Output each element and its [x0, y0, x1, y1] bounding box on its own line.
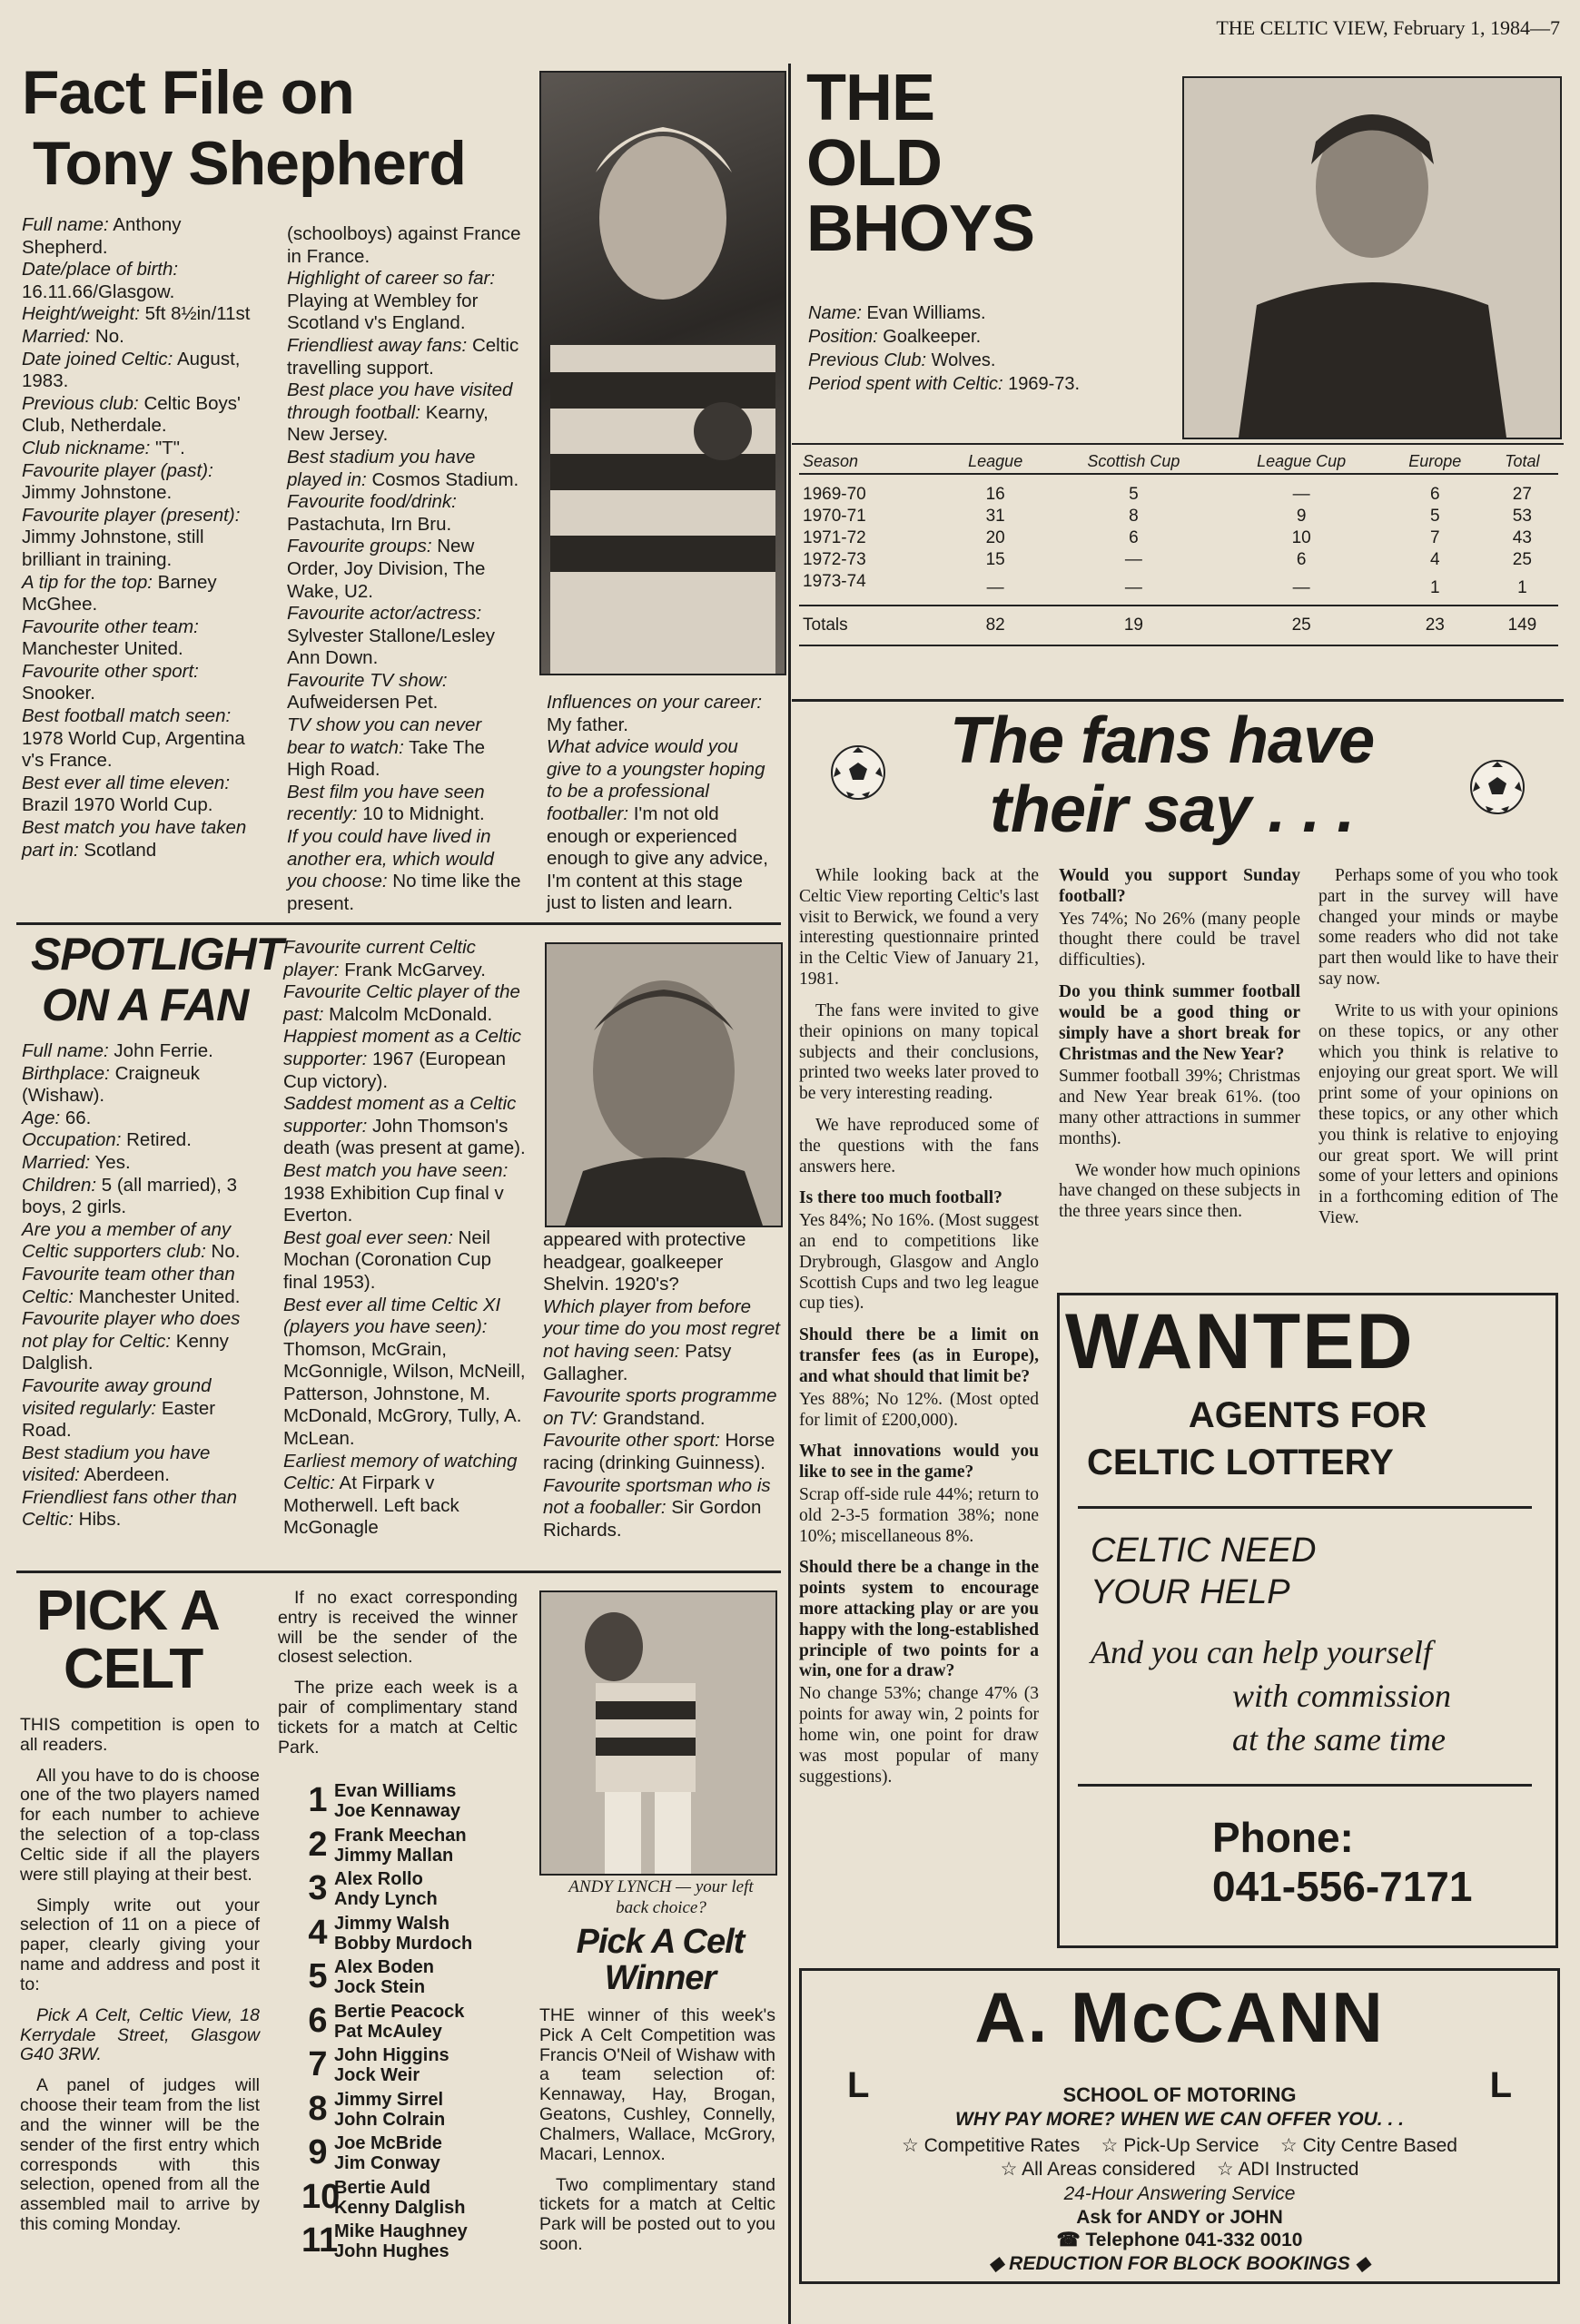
fact-entry: Favourite player (present): Jimmy Johnstone, still brilliant in training. [22, 504, 241, 570]
detail-row: Name: Evan Williams. [808, 303, 986, 323]
fact-entry: Highlight of career so far: Playing at Wembley for Scotland v's England. [287, 268, 496, 334]
fans-title-1: The fans have [950, 704, 1375, 777]
fact-entry: Favourite other team: Manchester United. [22, 615, 199, 660]
table-totals-row: Totals 82 19 25 23 149 [799, 606, 1558, 645]
fact-entry: Favourite food/drink: Pastachuta, Irn Bru. [287, 491, 457, 535]
player-action-icon [541, 1592, 775, 1874]
column-header: Europe [1408, 452, 1462, 470]
old-bhoys-details [808, 301, 1080, 396]
fact-entry: Best match you have seen: 1938 Exhibition Cup final v Everton. [283, 1159, 509, 1226]
fact-entry: Earliest memory of watching Celtic: At Firpark v Motherwell. Left back McGonagle [283, 1450, 518, 1539]
question: Would you support Sunday football? [1059, 866, 1300, 906]
detail-row: Period spent with Celtic: 1969-73. [808, 374, 1081, 394]
mccann-ask: Ask for ANDY or JOHN [1076, 2207, 1283, 2228]
wanted-help1: CELTIC NEED [1091, 1531, 1317, 1570]
choice-row[interactable]: 9 Joe McBride Jim Conway [308, 2133, 442, 2174]
table-row: 1971-72 20 6 10 7 43 [803, 528, 1532, 547]
winner-title-2: Winner [604, 1959, 716, 1997]
divider [1078, 1506, 1532, 1509]
choice-row[interactable]: 10 Bertie Auld Kenny Dalglish [301, 2177, 466, 2218]
spotlight-title-1: SPOTLIGHT [31, 929, 283, 980]
fact-entry: Married: No. [22, 325, 124, 347]
fact-entry: Best match you have taken part in: Scotland [22, 817, 247, 861]
fact-entry: Favourite current Celtic player: Frank McGarvey. [283, 937, 486, 980]
choice-row[interactable]: 2 Frank Meechan Jimmy Mallan [308, 1825, 467, 1866]
fact-entry: If you could have lived in another era, which would you choose: No time like the present. [287, 826, 521, 914]
paragraph: The fans were invited to give their opinions on many topical subjects and their conclusions, printed two weeks later proved to be very interesting reading. [799, 1000, 1039, 1104]
masthead: THE CELTIC VIEW, February 1, 1984—7 [1216, 16, 1560, 39]
wanted-line3: at the same time [1232, 1721, 1446, 1758]
fact-entry: Best ever all time eleven: Brazil 1970 World Cup. [22, 772, 231, 816]
player-portrait-icon [541, 73, 785, 674]
detail-row: Position: Goalkeeper. [808, 327, 982, 347]
photo-john-ferrie [545, 942, 783, 1227]
mccann-advert [799, 1968, 1560, 2284]
paragraph: THE winner of this week's Pick A Celt Competition was Francis O'Neil of Wishaw with a team selection of: Kennaway, Hay, Brogan, Geatons, Cushley, Connelly, Chalmers, Wallace, McGrory, Macari, Lennox. [539, 2005, 775, 2164]
winner-title-1: Pick A Celt [576, 1923, 745, 1961]
mccann-answering: 24-Hour Answering Service [1063, 2183, 1296, 2204]
fans-title-2: their say . . . [990, 773, 1355, 846]
fact-entry: Favourite actor/actress: Sylvester Stallone/Lesley Ann Down. [287, 603, 496, 669]
old-bhoys-title-line: OLD [806, 127, 942, 200]
fact-entry: Previous club: Celtic Boys' Club, Netherdale. [22, 392, 241, 437]
question: What innovations would you like to see in the game? [799, 1442, 1039, 1482]
divider [1078, 1784, 1532, 1787]
learner-plate-left: L [847, 2065, 870, 2105]
fact-entry: Best film you have seen recently: 10 to Midnight. [287, 781, 485, 825]
fact-entry: Favourite player who does not play for Celtic: Kenny Dalglish. [22, 1308, 241, 1374]
paragraph: The prize each week is a pair of complimentary stand tickets for a match at Celtic Park. [278, 1678, 518, 1758]
fans-col2 [1059, 866, 1300, 1234]
wanted-advert [1057, 1293, 1558, 1948]
fact-entry: Best goal ever seen: Neil Mochan (Coronation Cup final 1953). [283, 1226, 492, 1293]
column-header: League Cup [1257, 452, 1347, 470]
football-icon [1469, 759, 1526, 815]
wanted-phone[interactable]: 041-556-7171 [1212, 1863, 1473, 1910]
question: Is there too much football? [799, 1188, 1002, 1208]
choice-row[interactable]: 8 Jimmy Sirrel John Colrain [308, 2089, 446, 2130]
paragraph: Write to us with your opinions on these topics, or any other which you think is relative to enjoying our great sport. We will print some of your opinions on these topics, or any other which you think is relative to enjoying our great sport. We will print some of your letters and opinions in a forthcoming edition of The View. [1318, 1000, 1558, 1227]
goalkeeper-portrait-icon [1184, 78, 1560, 438]
old-bhoys-title-line: THE [806, 62, 934, 134]
fact-entry: Favourite other sport: Snooker. [22, 660, 199, 704]
fact-entry: Influences on your career: My father. [547, 692, 763, 735]
fans-col3 [1318, 866, 1558, 1240]
fact-entry: What advice would you give to a youngster hoping to be a professional footballer: I'm not old enough or experienced enough to give any advice, I'm content at this stage just to listen and learn. [547, 736, 768, 914]
table-row: 1972-73 15 — 6 4 25 [803, 550, 1532, 569]
answer: No change 53%; change 47% (3 points for away win, 2 points for home win, one point for draw was most popular of many suggestions). [799, 1684, 1039, 1787]
paragraph: We have reproduced some of the questions with the fans answers here. [799, 1115, 1039, 1177]
old-bhoys-title [806, 62, 1035, 265]
fact-file-title-1: Fact File on [22, 58, 354, 127]
fact-entry: Friendliest fans other than Celtic: Hibs. [22, 1486, 238, 1531]
answer: Summer football 39%; Christmas and New Year break 61%. (too many other attractions in summer months). [1059, 1067, 1300, 1148]
photo-andy-lynch [539, 1590, 777, 1876]
fact-entry: Happiest moment as a Celtic supporter: 1967 (European Cup victory). [283, 1026, 522, 1092]
column-header: Total [1505, 452, 1540, 470]
pick-title-1: PICK A [36, 1580, 220, 1642]
paragraph: We wonder how much opinions have changed on these subjects in the three years since then. [1059, 1160, 1300, 1222]
fact-entry: Favourite other sport: Horse racing (drinking Guinness). [543, 1430, 775, 1473]
mccann-features-1: ☆ Competitive Rates ☆ Pick-Up Service ☆ City Centre Based [901, 2135, 1457, 2156]
wanted-line1: And you can help yourself [1091, 1634, 1432, 1670]
old-bhoys-title-line: BHOYS [806, 192, 1035, 265]
rule-oldbhoys-fans [792, 699, 1564, 702]
center-column-rule [788, 64, 791, 2324]
rule-table-top [792, 443, 1564, 445]
answer: Yes 74%; No 26% (many people thought there could be travel difficulties). [1059, 909, 1300, 970]
fact-entry: Saddest moment as a Celtic supporter: John Thomson's death (was present at game). [283, 1093, 526, 1159]
fact-entry: Height/weight: 5ft 8½in/11st [22, 303, 251, 325]
fact-entry: Occupation: Retired. [22, 1129, 192, 1151]
choice-row[interactable]: 6 Bertie Peacock Pat McAuley [308, 2001, 465, 2042]
fact-entry: Full name: John Ferrie. [22, 1040, 213, 1061]
fan-portrait-icon [547, 944, 781, 1226]
paragraph: Perhaps some of you who took part in the survey will have changed your minds or maybe some readers who did not take part then would like to have their say now. [1318, 866, 1558, 990]
table-row: 1973-74 — — — 1 1 [799, 571, 1558, 606]
column-header: Season [803, 452, 859, 470]
wanted-phone-label: Phone: [1212, 1814, 1354, 1861]
paragraph: Two complimentary stand tickets for a match at Celtic Park will be posted out to you soon. [539, 2174, 775, 2255]
fact-entry: Favourite player (past): Jimmy Johnstone. [22, 459, 213, 504]
fact-entry: TV show you can never bear to watch: Take The High Road. [287, 714, 486, 781]
paragraph: All you have to do is choose one of the two players named for each number to achieve the selection of a top-class Celtic side if all the players were still playing at their best. [20, 1765, 260, 1885]
spotlight-col3 [543, 1229, 781, 1541]
choice-row[interactable]: 1 Evan Williams Joe Kennaway [308, 1781, 460, 1822]
mccann-school: SCHOOL OF MOTORING [1062, 2083, 1297, 2106]
question: Should there be a limit on transfer fees (as in Europe), and what should that limit be? [799, 1325, 1039, 1386]
fact-entry: Favourite Celtic player of the past: Malcolm McDonald. [283, 981, 520, 1025]
mccann-reduction: ◆ REDUCTION FOR BLOCK BOOKINGS ◆ [989, 2253, 1370, 2274]
fact-file-title-2: Tony Shepherd [33, 129, 466, 198]
spotlight-col1 [22, 1040, 260, 1531]
paragraph: Simply write out your selection of 11 on a piece of paper, clearly giving your name and address and post it to: [20, 1895, 260, 1994]
pick-col1 [20, 1716, 260, 2246]
mccann-name: A. McCANN [974, 1977, 1385, 2057]
spotlight-col2 [283, 937, 528, 1540]
fact-file-col2 [287, 223, 523, 915]
fact-entry: Favourite sports programme on TV: Grandstand. [543, 1385, 777, 1429]
mccann-features-2: ☆ All Areas considered ☆ ADI Instructed [1000, 2159, 1359, 2180]
fact-entry: Date/place of birth: 16.11.66/Glasgow. [22, 259, 179, 302]
photo-evan-williams [1182, 76, 1562, 439]
fact-entry: Age: 66. [22, 1107, 92, 1128]
column-header: Scottish Cup [1087, 452, 1180, 470]
choice-row[interactable]: 7 John Higgins Jock Weir [308, 2045, 449, 2086]
answer: Yes 84%; No 16%. (Most suggest an end to competitions like Drybrough, Glasgow and Anglo Scottish Cups and two leg league cup ties). [799, 1211, 1039, 1314]
wanted-line2: with commission [1232, 1678, 1452, 1714]
fact-entry: Birthplace: Craigneuk (Wishaw). [22, 1062, 201, 1107]
fact-entry: Club nickname: "T". [22, 437, 185, 458]
table-row: 1970-71 31 8 9 5 53 [803, 507, 1532, 526]
old-bhoys-stats-table [799, 450, 1558, 646]
answer: Scrap off-side rule 44%; return to old 2-3-5 formation 38%; none 10%; miscellaneous 8%. [799, 1484, 1039, 1546]
fact-entry: Date joined Celtic: August, 1983. [22, 348, 241, 392]
paragraph: A panel of judges will choose their team from the list and the winner will be the sender of the first entry which corresponds with this selection, opened from all the assembled mail to arrive by this coming Monday. [20, 2075, 260, 2235]
fact-entry: Best stadium you have visited: Aberdeen. [22, 1442, 211, 1486]
fact-entry: Best place you have visited through football: Kearny, New Jersey. [287, 379, 513, 446]
fact-entry: Favourite sportsman who is not a fooballer: Sir Gordon Richards. [543, 1474, 771, 1541]
fact-entry: appeared with protective headgear, goalkeeper Shelvin. 1920's? [543, 1229, 746, 1295]
fans-col1 [799, 866, 1039, 1798]
paragraph: While looking back at the Celtic View reporting Celtic's last visit to Berwick, we found a very interesting questionnaire printed in the Celtic View of January 21, 1981. [799, 866, 1039, 990]
football-icon [830, 744, 886, 801]
photo-caption: ANDY LYNCH — your left back choice? [568, 1877, 754, 1917]
paragraph: THIS competition is open to all readers. [20, 1715, 260, 1755]
paragraph: If no exact corresponding entry is received the winner will be the sender of the closest selection. [278, 1588, 518, 1668]
choice-row[interactable]: 4 Jimmy Walsh Bobby Murdoch [308, 1913, 473, 1954]
choice-row[interactable]: 5 Alex Boden Jock Stein [308, 1957, 435, 1998]
wanted-sub1: AGENTS FOR [1188, 1395, 1427, 1435]
fact-entry: Favourite TV show: Aufweidersen Pet. [287, 669, 448, 714]
mccann-tagline: WHY PAY MORE? WHEN WE CAN OFFER YOU. . . [955, 2109, 1404, 2130]
fact-entry: Which player from before your time do you most regret not having seen: Patsy Gallagher. [543, 1295, 780, 1384]
rule-spotlight-pick [16, 1571, 781, 1573]
pick-col2 [278, 1589, 518, 1769]
wanted-sub2: CELTIC LOTTERY [1087, 1443, 1394, 1482]
question: Should there be a change in the points system to encourage more attacking play or are you happy with the long-established principle of two points for a win, one for a draw? [799, 1558, 1039, 1681]
column-header: League [968, 452, 1023, 470]
choice-row[interactable]: 11 Mike Haughney John Hughes [301, 2221, 468, 2262]
fact-entry: (schoolboys) against France in France. [287, 223, 521, 267]
table-row: 1969-70 16 5 — 6 27 [803, 485, 1532, 504]
fact-entry: Married: Yes. [22, 1151, 131, 1173]
fact-entry: A tip for the top: Barney McGhee. [22, 571, 217, 615]
fact-entry: Favourite away ground visited regularly: Easter Road. [22, 1374, 216, 1442]
photo-tony-shepherd [539, 71, 786, 675]
pick-choices-list [301, 1779, 528, 2264]
detail-row: Previous Club: Wolves. [808, 350, 996, 370]
fact-file-col1 [22, 214, 260, 862]
fact-entry: Best stadium you have played in: Cosmos Stadium. [287, 446, 519, 490]
fact-entry: Favourite team other than Celtic: Manchester United. [22, 1263, 241, 1307]
fact-entry: Children: 5 (all married), 3 boys, 2 girls. [22, 1174, 237, 1218]
rule-fact-spotlight [16, 922, 781, 925]
question: Do you think summer football would be a good thing or simply have a short break for Christmas and the New Year? [1059, 982, 1300, 1064]
fact-file-col3 [547, 692, 774, 915]
fact-entry: Favourite groups: New Order, Joy Division, The Wake, U2. [287, 536, 486, 602]
wanted-title: WANTED [1065, 1298, 1415, 1385]
choice-row[interactable]: 3 Alex Rollo Andy Lynch [308, 1869, 438, 1910]
fact-entry: Are you a member of any Celtic supporters club: No. [22, 1218, 241, 1263]
fact-entry: Full name: Anthony Shepherd. [22, 214, 182, 258]
answer: Yes 88%; No 12%. (Most opted for limit of £200,000). [799, 1389, 1039, 1430]
fact-entry: Best football match seen: 1978 World Cup, Argentina v's France. [22, 705, 245, 772]
fact-entry: Best ever all time Celtic XI (players you have seen): Thomson, McGrain, McGonnigle, Wilson, McNeill, Patterson, Johnstone, M. McDonald, McGrory, Tully, A. McLean. [283, 1294, 526, 1450]
learner-plate-right: L [1489, 2065, 1512, 2105]
wanted-help2: YOUR HELP [1091, 1573, 1290, 1611]
pick-title-2: CELT [64, 1638, 203, 1700]
winner-text [539, 2006, 775, 2266]
fact-entry: Friendliest away fans: Celtic travelling support. [287, 334, 519, 379]
mccann-telephone[interactable]: ☎ Telephone 041-332 0010 [1056, 2230, 1303, 2250]
postal-address: Pick A Celt, Celtic View, 18 Kerrydale Street, Glasgow G40 3RW. [20, 2004, 260, 2065]
spotlight-title-2: ON A FAN [42, 980, 249, 1030]
